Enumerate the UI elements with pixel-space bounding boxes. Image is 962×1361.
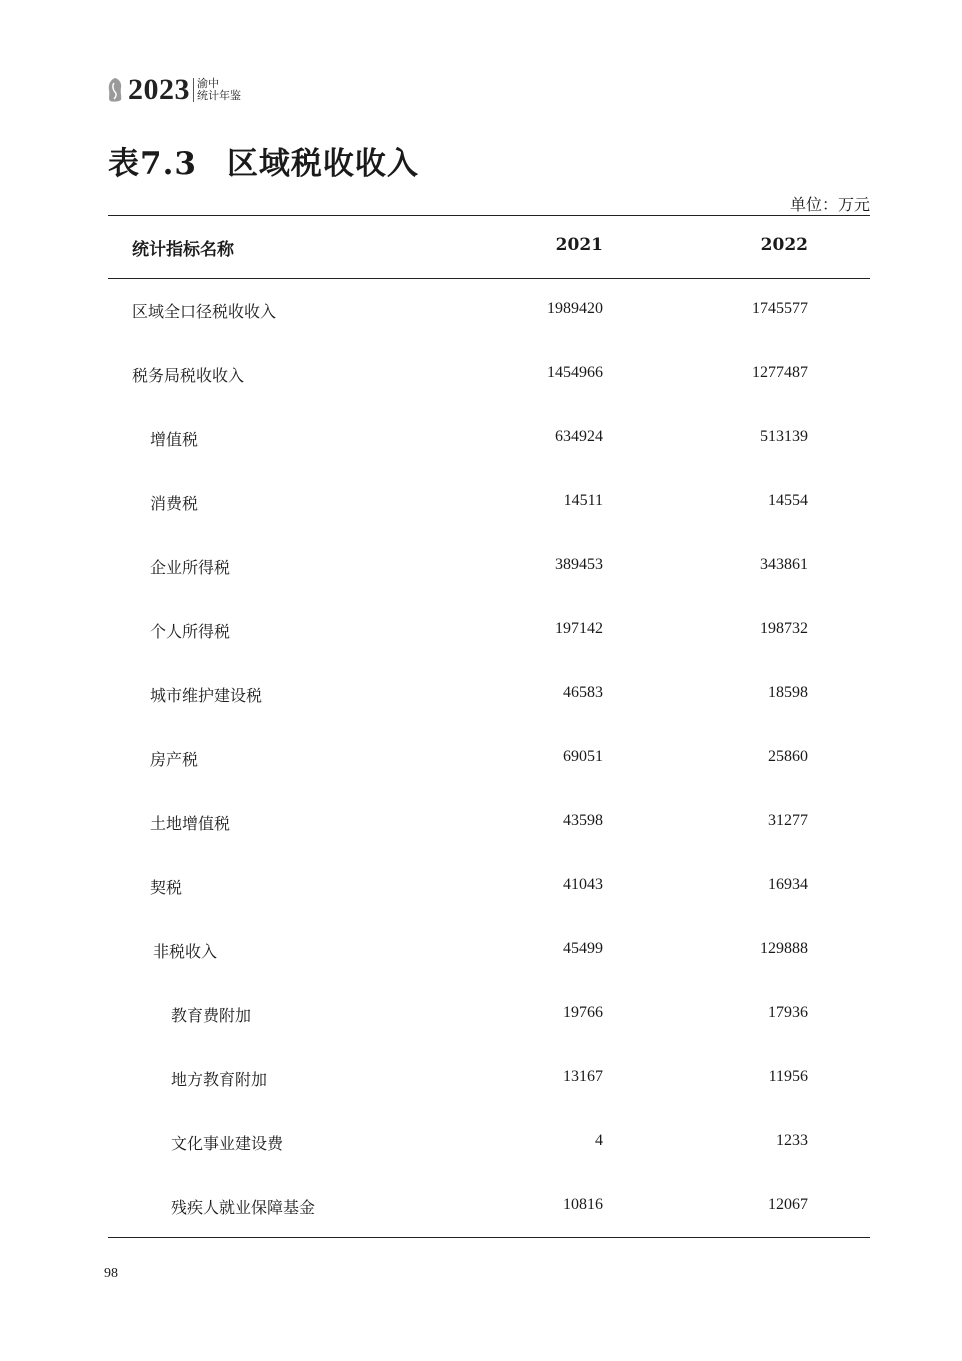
row-value-2021: 1454966 bbox=[547, 364, 603, 381]
book-name-line1: 渝中 bbox=[197, 77, 219, 90]
table-number: 表7.3 bbox=[108, 146, 197, 182]
row-value-2021: 45499 bbox=[563, 940, 603, 957]
row-value-2022: 31277 bbox=[768, 812, 808, 829]
column-header-2021: 2021 bbox=[555, 235, 603, 255]
table-row bbox=[0, 1110, 962, 1174]
column-header-2022: 2022 bbox=[760, 235, 808, 255]
running-head-book-name bbox=[193, 78, 241, 102]
row-label: 税务局税收收入 bbox=[132, 366, 245, 385]
row-label: 消费税 bbox=[150, 494, 199, 513]
row-label: 教育费附加 bbox=[171, 1006, 252, 1025]
table-row bbox=[0, 406, 962, 470]
row-value-2021: 1989420 bbox=[547, 300, 603, 317]
row-value-2022: 25860 bbox=[768, 748, 808, 765]
row-label: 非税收入 bbox=[153, 942, 218, 961]
table-top-rule bbox=[108, 215, 870, 216]
row-value-2021: 13167 bbox=[563, 1068, 603, 1085]
yearbook-logo-icon bbox=[106, 77, 124, 103]
row-value-2021: 46583 bbox=[563, 684, 603, 701]
row-value-2021: 634924 bbox=[555, 428, 603, 445]
table-row bbox=[0, 470, 962, 534]
table-row bbox=[0, 726, 962, 790]
row-value-2022: 14554 bbox=[768, 492, 808, 509]
row-value-2021: 197142 bbox=[555, 620, 603, 637]
row-label: 房产税 bbox=[150, 750, 199, 769]
row-value-2022: 1277487 bbox=[752, 364, 808, 381]
row-label: 区域全口径税收收入 bbox=[132, 302, 277, 321]
row-value-2022: 1745577 bbox=[752, 300, 808, 317]
row-value-2021: 389453 bbox=[555, 556, 603, 573]
table-row bbox=[0, 534, 962, 598]
table-row bbox=[0, 1174, 962, 1238]
table-row bbox=[0, 790, 962, 854]
row-value-2021: 43598 bbox=[563, 812, 603, 829]
row-value-2021: 41043 bbox=[563, 876, 603, 893]
row-value-2022: 1233 bbox=[776, 1132, 808, 1149]
row-label: 文化事业建设费 bbox=[171, 1134, 284, 1153]
table-title bbox=[108, 138, 419, 183]
row-value-2022: 129888 bbox=[760, 940, 808, 957]
table-bottom-rule bbox=[108, 1237, 870, 1238]
table-row bbox=[0, 982, 962, 1046]
row-label: 残疾人就业保障基金 bbox=[171, 1198, 316, 1217]
row-value-2021: 14511 bbox=[563, 492, 603, 509]
row-value-2022: 17936 bbox=[768, 1004, 808, 1021]
row-value-2022: 16934 bbox=[768, 876, 808, 893]
page-number: 98 bbox=[104, 1266, 118, 1281]
row-value-2021: 10816 bbox=[563, 1196, 603, 1213]
row-value-2022: 343861 bbox=[760, 556, 808, 573]
table-row bbox=[0, 598, 962, 662]
row-label: 土地增值税 bbox=[150, 814, 231, 833]
row-value-2022: 513139 bbox=[760, 428, 808, 445]
table-row bbox=[0, 918, 962, 982]
table-title-text: 区域税收收入 bbox=[226, 146, 419, 182]
row-label: 城市维护建设税 bbox=[150, 686, 263, 705]
book-name-line2: 统计年鉴 bbox=[197, 89, 241, 102]
row-label: 契税 bbox=[150, 878, 183, 897]
running-head bbox=[106, 74, 241, 106]
row-value-2022: 18598 bbox=[768, 684, 808, 701]
row-value-2021: 19766 bbox=[563, 1004, 603, 1021]
unit-note: 单位：万元 bbox=[789, 195, 870, 214]
row-value-2021: 69051 bbox=[563, 748, 603, 765]
row-value-2021: 4 bbox=[595, 1132, 603, 1149]
running-head-year: 2023 bbox=[128, 73, 190, 106]
column-header-name: 统计指标名称 bbox=[132, 240, 234, 260]
row-label: 增值税 bbox=[150, 430, 199, 449]
table-row bbox=[0, 342, 962, 406]
row-value-2022: 198732 bbox=[760, 620, 808, 637]
row-label: 企业所得税 bbox=[150, 558, 231, 577]
table-row bbox=[0, 278, 962, 342]
table-row bbox=[0, 662, 962, 726]
row-value-2022: 11956 bbox=[768, 1068, 808, 1085]
row-label: 个人所得税 bbox=[150, 622, 231, 641]
table-row bbox=[0, 854, 962, 918]
row-label: 地方教育附加 bbox=[171, 1070, 268, 1089]
table-row bbox=[0, 1046, 962, 1110]
row-value-2022: 12067 bbox=[768, 1196, 808, 1213]
